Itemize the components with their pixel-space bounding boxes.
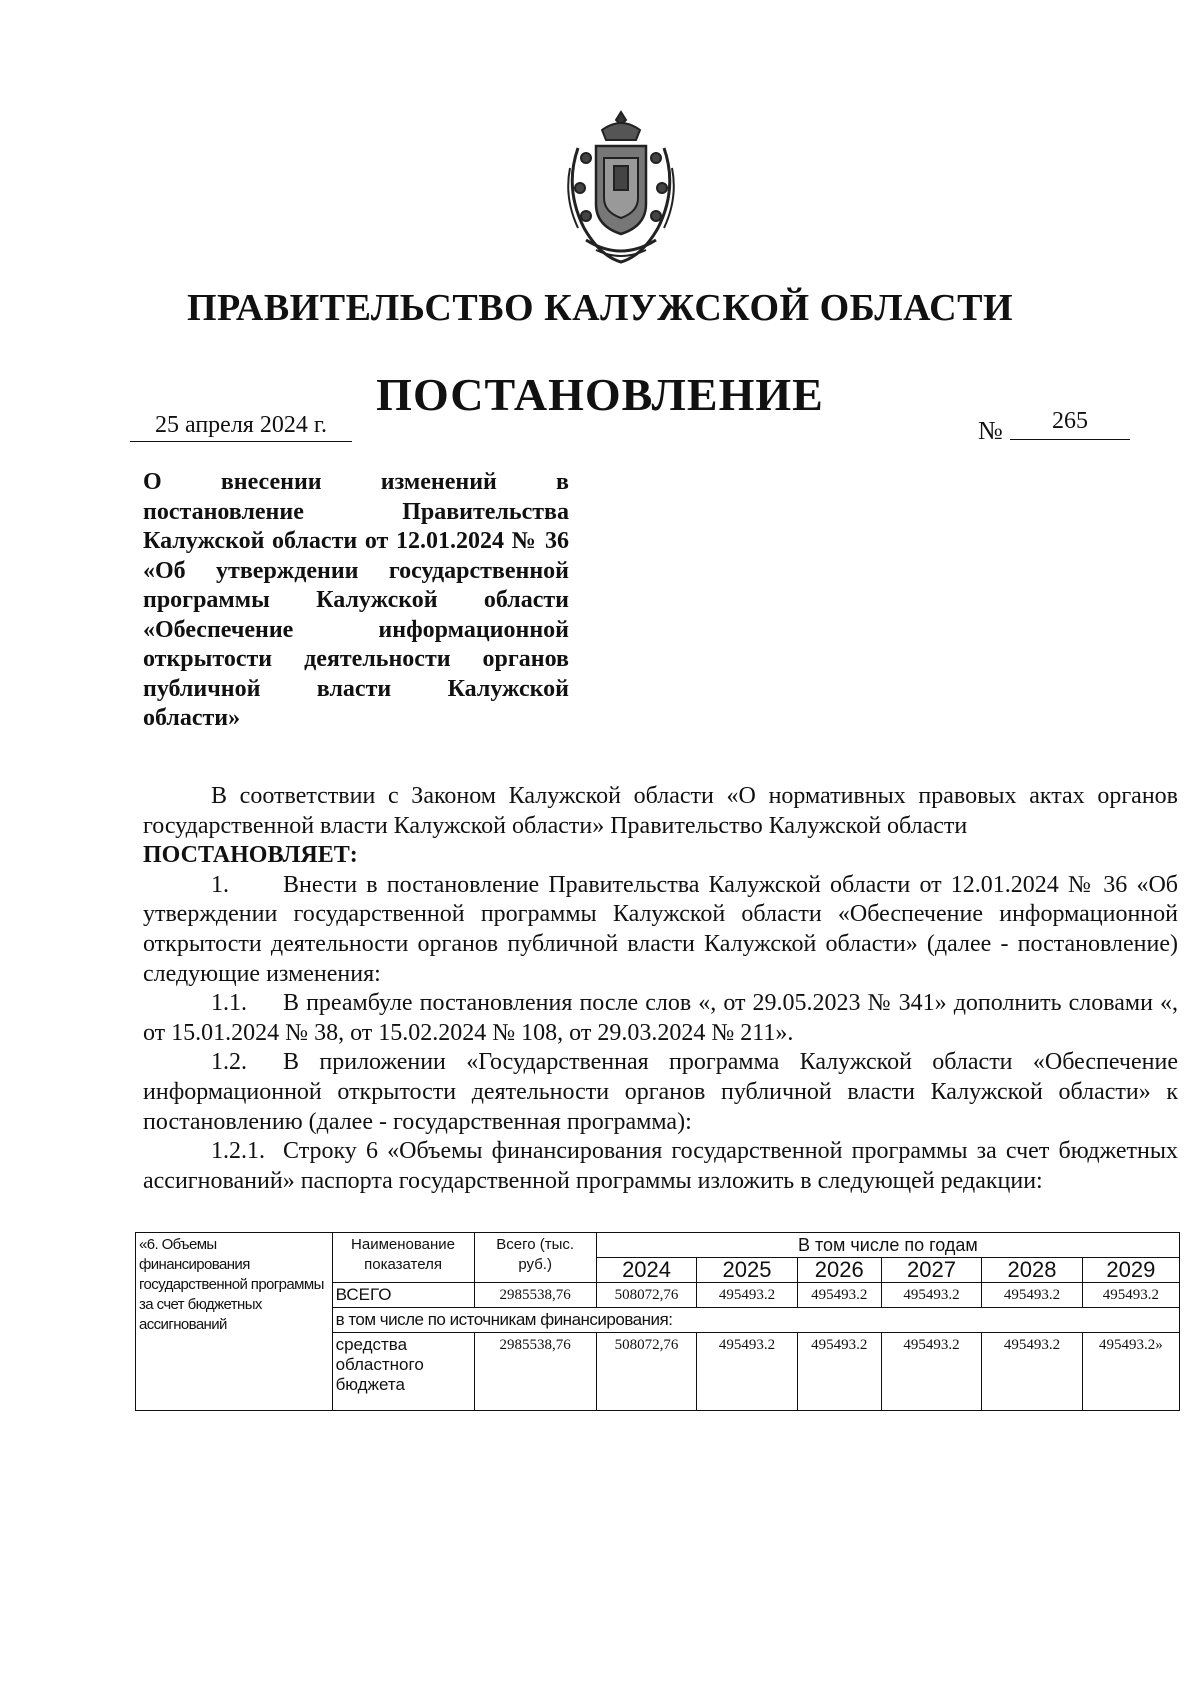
paragraph-1 [143, 871, 1178, 989]
row-label-cell: «6. Объемы финансирования государственной программы за счет бюджетных ассигнований [136, 1233, 333, 1411]
paragraph-1-1-text: В преамбуле постановления после слов «, от 29.05.2023 № 341» дополнить словами «, от 15.01.2024 № 38, от 15.02.2024 № 108, от 29.03.2024 № 211». [143, 990, 1178, 1046]
table-header-row [136, 1233, 1180, 1258]
sources-caption: в том числе по источникам финансирования: [332, 1308, 1179, 1333]
value-cell: 495493.2 [697, 1283, 797, 1308]
paragraph-1-2-number: 1.2. [211, 1049, 247, 1076]
paragraph-1-1 [143, 989, 1178, 1048]
value-cell: 495493.2 [1082, 1283, 1179, 1308]
preamble: В соответствии с Законом Калужской области «О нормативных правовых актах органов государственной власти Калужской области» Правительство Калужской области [143, 783, 1178, 839]
years-header: В том числе по годам [596, 1233, 1179, 1258]
regional-row-name: средства областного бюджета [332, 1333, 474, 1411]
year-cell: 2028 [982, 1258, 1082, 1283]
paragraph-1-2-1-number: 1.2.1. [211, 1138, 265, 1165]
coat-of-arms-icon [556, 108, 686, 266]
year-cell: 2027 [881, 1258, 981, 1283]
document-body [143, 782, 1178, 1196]
indicator-header: Наименование показателя [332, 1233, 474, 1283]
regional-row-total: 2985538,76 [474, 1333, 596, 1411]
value-cell: 495493.2 [881, 1333, 981, 1411]
year-cell: 2024 [596, 1258, 696, 1283]
total-row-total: 2985538,76 [474, 1283, 596, 1308]
paragraph-1-1-number: 1.1. [211, 990, 247, 1017]
year-cell: 2025 [697, 1258, 797, 1283]
year-cell: 2029 [1082, 1258, 1179, 1283]
value-cell: 495493.2 [797, 1333, 881, 1411]
value-cell: 495493.2 [982, 1333, 1082, 1411]
year-cell: 2026 [797, 1258, 881, 1283]
paragraph-1-2-1-text: Строку 6 «Объемы финансирования государственной программы за счет бюджетных ассигнований» паспорта государственной программы изложить в следующей редакции: [143, 1138, 1178, 1194]
document-subject: О внесении изменений в постановление Правительства Калужской области от 12.01.2024 № 36 «Об утверждении государственной программы Калужской области «Обеспечение информационной открытости деятельности органов публичной власти Калужской области» [143, 469, 569, 731]
paragraph-1-2-text: В приложении «Государственная программа Калужской области «Обеспечение информационной открытости деятельности органов публичной власти Калужской области» к постановлению (далее - государственная программа): [143, 1049, 1178, 1135]
paragraph-1-number: 1. [211, 871, 229, 898]
paragraph-1-2-1 [143, 1137, 1178, 1196]
document-number: 265 [1010, 408, 1130, 440]
total-row-name: ВСЕГО [332, 1283, 474, 1308]
value-cell: 495493.2 [797, 1283, 881, 1308]
value-cell: 495493.2 [982, 1283, 1082, 1308]
value-cell: 508072,76 [596, 1333, 696, 1411]
number-label: № [978, 416, 1003, 445]
financing-table [135, 1232, 1180, 1411]
total-header: Всего (тыс. руб.) [474, 1233, 596, 1283]
value-cell: 508072,76 [596, 1283, 696, 1308]
value-cell: 495493.2 [697, 1333, 797, 1411]
value-cell: 495493.2» [1082, 1333, 1179, 1411]
paragraph-1-2 [143, 1048, 1178, 1137]
resolves-heading: ПОСТАНОВЛЯЕТ: [143, 842, 358, 869]
paragraph-1-text: Внести в постановление Правительства Калужской области от 12.01.2024 № 36 «Об утверждении государственной программы Калужской области «Обеспечение информационной открытости деятельности органов публичной власти Калужской области» (далее - постановление) следующие изменения: [143, 871, 1178, 987]
document-date: 25 апреля 2024 г. [130, 412, 352, 442]
organization-title: ПРАВИТЕЛЬСТВО КАЛУЖСКОЙ ОБЛАСТИ [186, 287, 1014, 329]
document-type: ПОСТАНОВЛЕНИЕ [376, 369, 824, 420]
value-cell: 495493.2 [881, 1283, 981, 1308]
